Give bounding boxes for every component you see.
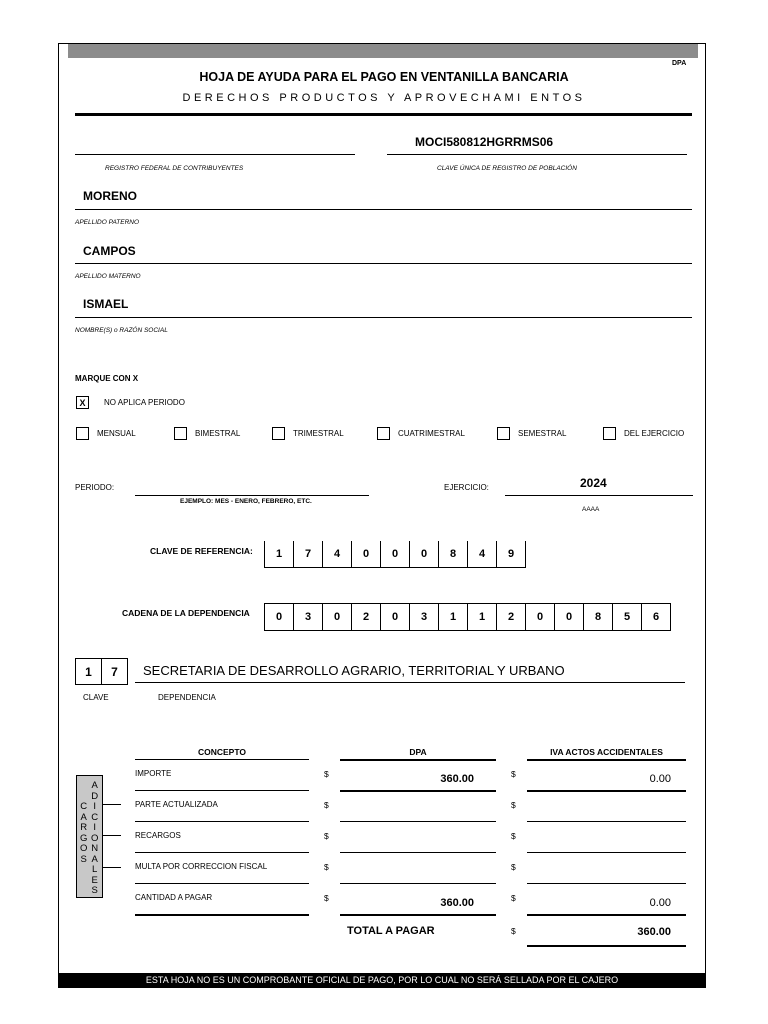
side-letter: O xyxy=(80,843,88,854)
trimestral-checkbox[interactable] xyxy=(272,427,285,440)
bimestral-checkbox[interactable] xyxy=(174,427,187,440)
dpa-line xyxy=(340,790,496,792)
reference-digit[interactable]: 9 xyxy=(497,541,526,567)
dependency-name: SECRETARIA DE DESARROLLO AGRARIO, TERRITORIAL Y URBANO xyxy=(143,663,565,678)
iva-line xyxy=(527,821,686,822)
concept-label: CANTIDAD A PAGAR xyxy=(135,893,213,902)
iva-currency: $ xyxy=(511,862,516,872)
connector-3 xyxy=(103,867,121,868)
chain-digit[interactable]: 1 xyxy=(439,604,468,630)
nombre-label: NOMBRE(S) o RAZÓN SOCIAL xyxy=(75,327,168,334)
periodo-label: PERIODO: xyxy=(75,483,115,492)
del-ejercicio-checkbox[interactable] xyxy=(603,427,616,440)
concept-label: RECARGOS xyxy=(135,831,181,840)
del-ejercicio-label: DEL EJERCICIO xyxy=(624,429,685,438)
dpa-line xyxy=(340,852,496,853)
dpa-currency: $ xyxy=(324,893,329,903)
dpa-header-line xyxy=(340,759,496,761)
curp-label: CLAVE ÚNICA DE REGISTRO DE POBLACIÓN xyxy=(437,165,577,172)
reference-digit[interactable]: 1 xyxy=(265,541,294,567)
header-rule xyxy=(75,113,692,116)
dpa-line xyxy=(340,914,496,916)
mark-instruction: MARQUE CON X xyxy=(75,374,139,383)
reference-digit[interactable]: 4 xyxy=(468,541,497,567)
concept-label: IMPORTE xyxy=(135,769,172,778)
form-title: HOJA DE AYUDA PARA EL PAGO EN VENTANILLA BANCARIA xyxy=(199,70,569,84)
side-letter: C xyxy=(80,801,88,812)
chain-digit[interactable]: 8 xyxy=(584,604,613,630)
chain-digit[interactable]: 0 xyxy=(555,604,584,630)
chain-digit[interactable]: 2 xyxy=(352,604,381,630)
clave-digit[interactable]: 7 xyxy=(102,659,128,684)
chain-digit[interactable]: 0 xyxy=(526,604,555,630)
dependency-line xyxy=(135,682,685,683)
dpa-line xyxy=(340,821,496,822)
side-letter: A xyxy=(91,780,98,791)
periodo-line[interactable] xyxy=(135,495,369,496)
concept-line xyxy=(135,852,309,853)
nombre-line xyxy=(75,317,692,318)
bimestral-label: BIMESTRAL xyxy=(195,429,241,438)
chain-digit[interactable]: 3 xyxy=(410,604,439,630)
chain-digit[interactable]: 6 xyxy=(642,604,671,630)
paterno-line xyxy=(75,209,692,210)
col-iva: IVA ACTOS ACCIDENTALES xyxy=(550,747,663,757)
chain-digit[interactable]: 0 xyxy=(265,604,294,630)
concept-line xyxy=(135,883,309,884)
concept-label: PARTE ACTUALIZADA xyxy=(135,800,218,809)
total-currency: $ xyxy=(511,926,516,936)
side-letter: G xyxy=(80,832,88,844)
dpa-currency: $ xyxy=(324,800,329,810)
semestral-checkbox[interactable] xyxy=(497,427,510,440)
no-aplica-checkbox[interactable]: X xyxy=(76,396,89,409)
top-bar xyxy=(68,44,698,58)
no-aplica-label: NO APLICA PERIODO xyxy=(104,398,185,407)
chain-digit[interactable]: 0 xyxy=(323,604,352,630)
side-letter: C xyxy=(91,811,99,823)
materno-line xyxy=(75,263,692,264)
clave-digit[interactable]: 1 xyxy=(76,659,102,684)
semestral-label: SEMESTRAL xyxy=(518,429,567,438)
connector-1 xyxy=(103,804,121,805)
connector-2 xyxy=(103,835,121,836)
iva-line xyxy=(527,790,686,792)
clave-label: CLAVE xyxy=(83,693,109,702)
side-letter: D xyxy=(91,790,99,802)
dependency-clave-cells xyxy=(75,658,128,685)
reference-cells[interactable] xyxy=(264,541,526,568)
form-sheet xyxy=(58,43,706,988)
cuatrimestral-label: CUATRIMESTRAL xyxy=(398,429,465,438)
side-letter: S xyxy=(80,853,87,865)
mensual-checkbox[interactable] xyxy=(76,427,89,440)
apellido-materno-value[interactable]: CAMPOS xyxy=(83,244,136,258)
side-letter: O xyxy=(91,832,99,844)
nombre-value[interactable]: ISMAEL xyxy=(83,297,129,311)
side-letter: I xyxy=(93,801,97,812)
chain-label: CADENA DE LA DEPENDENCIA xyxy=(122,608,250,618)
side-letter: E xyxy=(91,874,98,886)
ejercicio-line xyxy=(505,495,693,496)
iva-line xyxy=(527,883,686,884)
concept-line xyxy=(135,914,309,916)
dpa-amount[interactable]: 360.00 xyxy=(440,773,474,785)
side-letter: A xyxy=(91,853,98,865)
side-letter: N xyxy=(91,843,99,854)
cargos-adicionales-box xyxy=(76,775,103,898)
footer-note: ESTA HOJA NO ES UN COMPROBANTE OFICIAL DE PAGO, POR LO CUAL NO SERÁ SELLADA POR EL CAJERO xyxy=(58,973,706,988)
concept-line xyxy=(135,790,309,791)
concept-label: MULTA POR CORRECCION FISCAL xyxy=(135,862,268,871)
concepto-header-line xyxy=(135,759,309,760)
iva-currency: $ xyxy=(511,831,516,841)
total-value: 360.00 xyxy=(637,926,671,938)
chain-cells[interactable] xyxy=(264,603,671,631)
reference-digit[interactable]: 0 xyxy=(410,541,439,567)
rfc-line xyxy=(75,154,355,155)
cuatrimestral-checkbox[interactable] xyxy=(377,427,390,440)
dpa-currency: $ xyxy=(324,769,329,779)
apellido-materno-label: APELLIDO MATERNO xyxy=(75,273,141,280)
periodo-example: EJEMPLO: MES - ENERO, FEBRERO, ETC. xyxy=(180,498,312,505)
dpa-currency: $ xyxy=(324,862,329,872)
form-code: DPA xyxy=(672,60,687,67)
iva-line xyxy=(527,852,686,853)
ejercicio-value[interactable]: 2024 xyxy=(580,476,607,490)
side-letter: A xyxy=(80,811,87,823)
iva-currency: $ xyxy=(511,893,516,903)
concept-line xyxy=(135,821,309,822)
side-letter: I xyxy=(93,822,97,833)
dependencia-label: DEPENDENCIA xyxy=(158,693,216,702)
curp-value[interactable]: MOCI580812HGRRMS06 xyxy=(415,135,554,149)
ejercicio-format: AAAA xyxy=(582,506,600,513)
col-dpa: DPA xyxy=(409,747,427,757)
reference-digit[interactable]: 8 xyxy=(439,541,468,567)
adicionales-label xyxy=(91,781,98,897)
form-subtitle: DERECHOS PRODUCTOS Y APROVECHAMI ENTOS xyxy=(182,92,586,104)
trimestral-label: TRIMESTRAL xyxy=(293,429,344,438)
iva-amount[interactable]: 0.00 xyxy=(649,897,671,909)
chain-digit[interactable]: 2 xyxy=(497,604,526,630)
apellido-paterno-value[interactable]: MORENO xyxy=(83,189,137,203)
reference-digit[interactable]: 0 xyxy=(381,541,410,567)
col-concepto: CONCEPTO xyxy=(197,747,247,757)
dpa-line xyxy=(340,883,496,884)
chain-digit[interactable]: 5 xyxy=(613,604,642,630)
dpa-amount[interactable]: 360.00 xyxy=(440,897,474,909)
iva-header-line xyxy=(527,759,686,761)
side-letter: R xyxy=(80,822,88,833)
curp-line xyxy=(387,154,687,155)
reference-digit[interactable]: 4 xyxy=(323,541,352,567)
iva-line xyxy=(527,914,686,916)
side-letter: L xyxy=(92,864,98,875)
total-label: TOTAL A PAGAR xyxy=(347,925,435,937)
mensual-label: MENSUAL xyxy=(97,429,136,438)
total-line xyxy=(527,945,686,947)
dpa-currency: $ xyxy=(324,831,329,841)
chain-digit[interactable]: 0 xyxy=(381,604,410,630)
chain-digit[interactable]: 3 xyxy=(294,604,323,630)
rfc-label: REGISTRO FEDERAL DE CONTRIBUYENTES xyxy=(105,165,244,172)
ejercicio-label: EJERCICIO: xyxy=(444,483,489,492)
iva-currency: $ xyxy=(511,769,516,779)
reference-digit[interactable]: 0 xyxy=(352,541,381,567)
chain-digit[interactable]: 1 xyxy=(468,604,497,630)
iva-currency: $ xyxy=(511,800,516,810)
reference-label: CLAVE DE REFERENCIA: xyxy=(150,546,253,556)
apellido-paterno-label: APELLIDO PATERNO xyxy=(75,219,140,226)
side-letter: S xyxy=(91,885,98,896)
cargos-label xyxy=(80,802,87,865)
iva-amount[interactable]: 0.00 xyxy=(649,773,671,785)
reference-digit[interactable]: 7 xyxy=(294,541,323,567)
